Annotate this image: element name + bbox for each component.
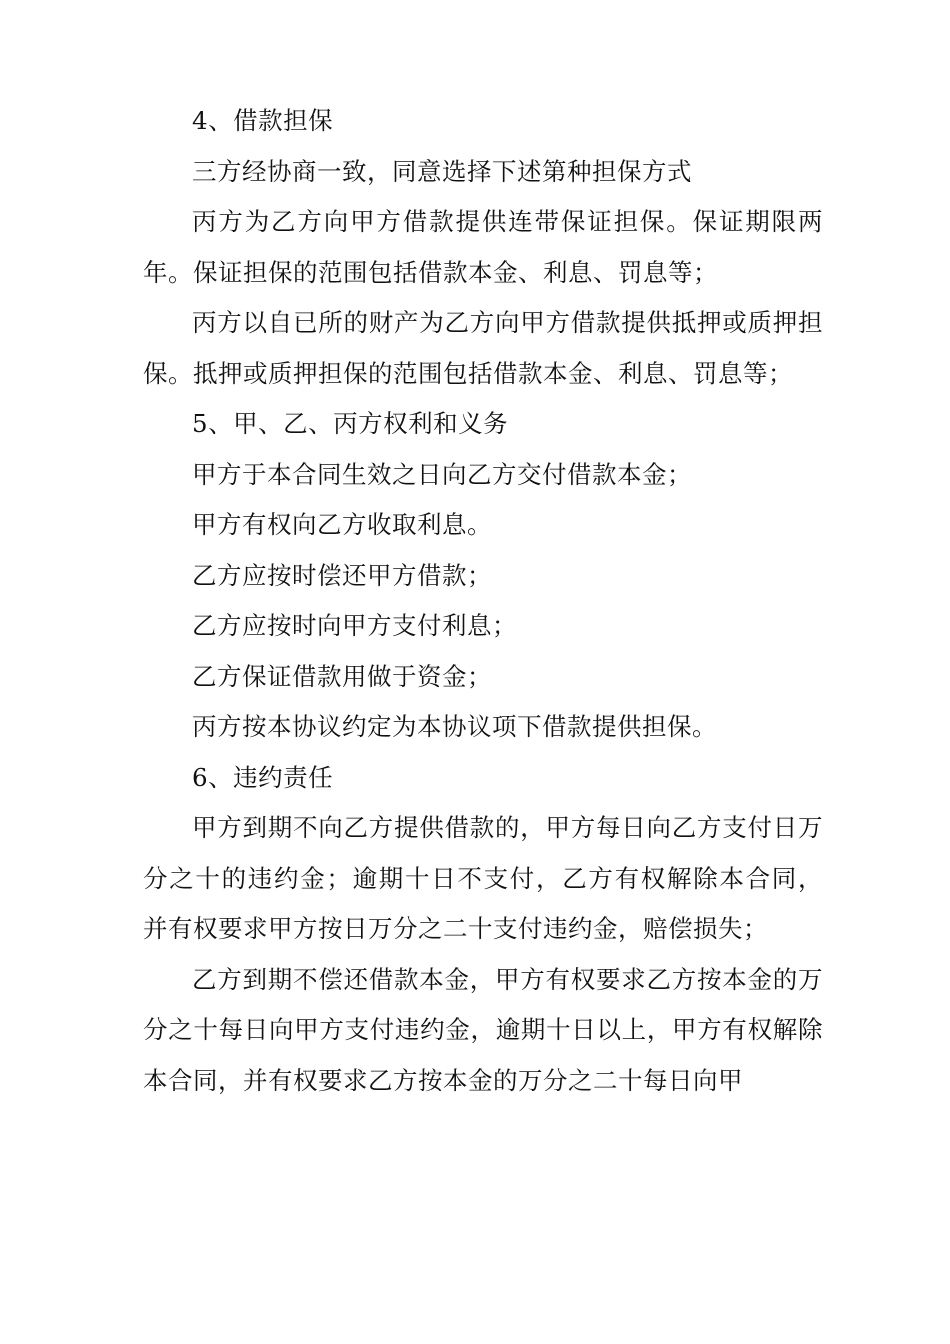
paragraph: 乙方到期不偿还借款本金，甲方有权要求乙方按本金的万分之十每日向甲方支付违约金，逾期十日以上，甲方有权解除本合同，并有权要求乙方按本金的万分之二十每日向甲	[143, 964, 823, 1095]
paragraph: 乙方保证借款用做于资金；	[192, 661, 492, 691]
paragraph: 三方经协商一致，同意选择下述第种担保方式	[192, 156, 692, 186]
paragraph: 甲方于本合同生效之日向乙方交付借款本金；	[192, 459, 692, 489]
paragraph: 乙方应按时向甲方支付利息；	[192, 611, 517, 640]
paragraph: 丙方以自已所的财产为乙方向甲方借款提供抵押或质押担保。抵押或质押担保的范围包括借款本金、利息、罚息等；	[143, 308, 823, 388]
section-heading-rights-obligations: 5、甲、乙、丙方权利和义务	[192, 409, 509, 438]
paragraph: 乙方应按时偿还甲方借款；	[192, 560, 492, 590]
paragraph: 丙方为乙方向甲方借款提供连带保证担保。保证期限两年。保证担保的范围包括借款本金、利息、罚息等；	[143, 207, 823, 287]
section-heading-guarantee: 4、借款担保	[192, 106, 334, 135]
paragraph: 甲方有权向乙方收取利息。	[192, 510, 492, 539]
paragraph: 甲方到期不向乙方提供借款的，甲方每日向乙方支付日万分之十的违约金；逾期十日不支付，乙方有权解除本合同， 并有权要求甲方按日万分之二十支付违约金，赔偿损失；	[143, 813, 823, 943]
paragraph: 丙方按本协议约定为本协议项下借款提供担保。	[192, 712, 717, 741]
section-heading-liability: 6、违约责任	[192, 762, 334, 792]
document-body	[143, 96, 823, 1106]
